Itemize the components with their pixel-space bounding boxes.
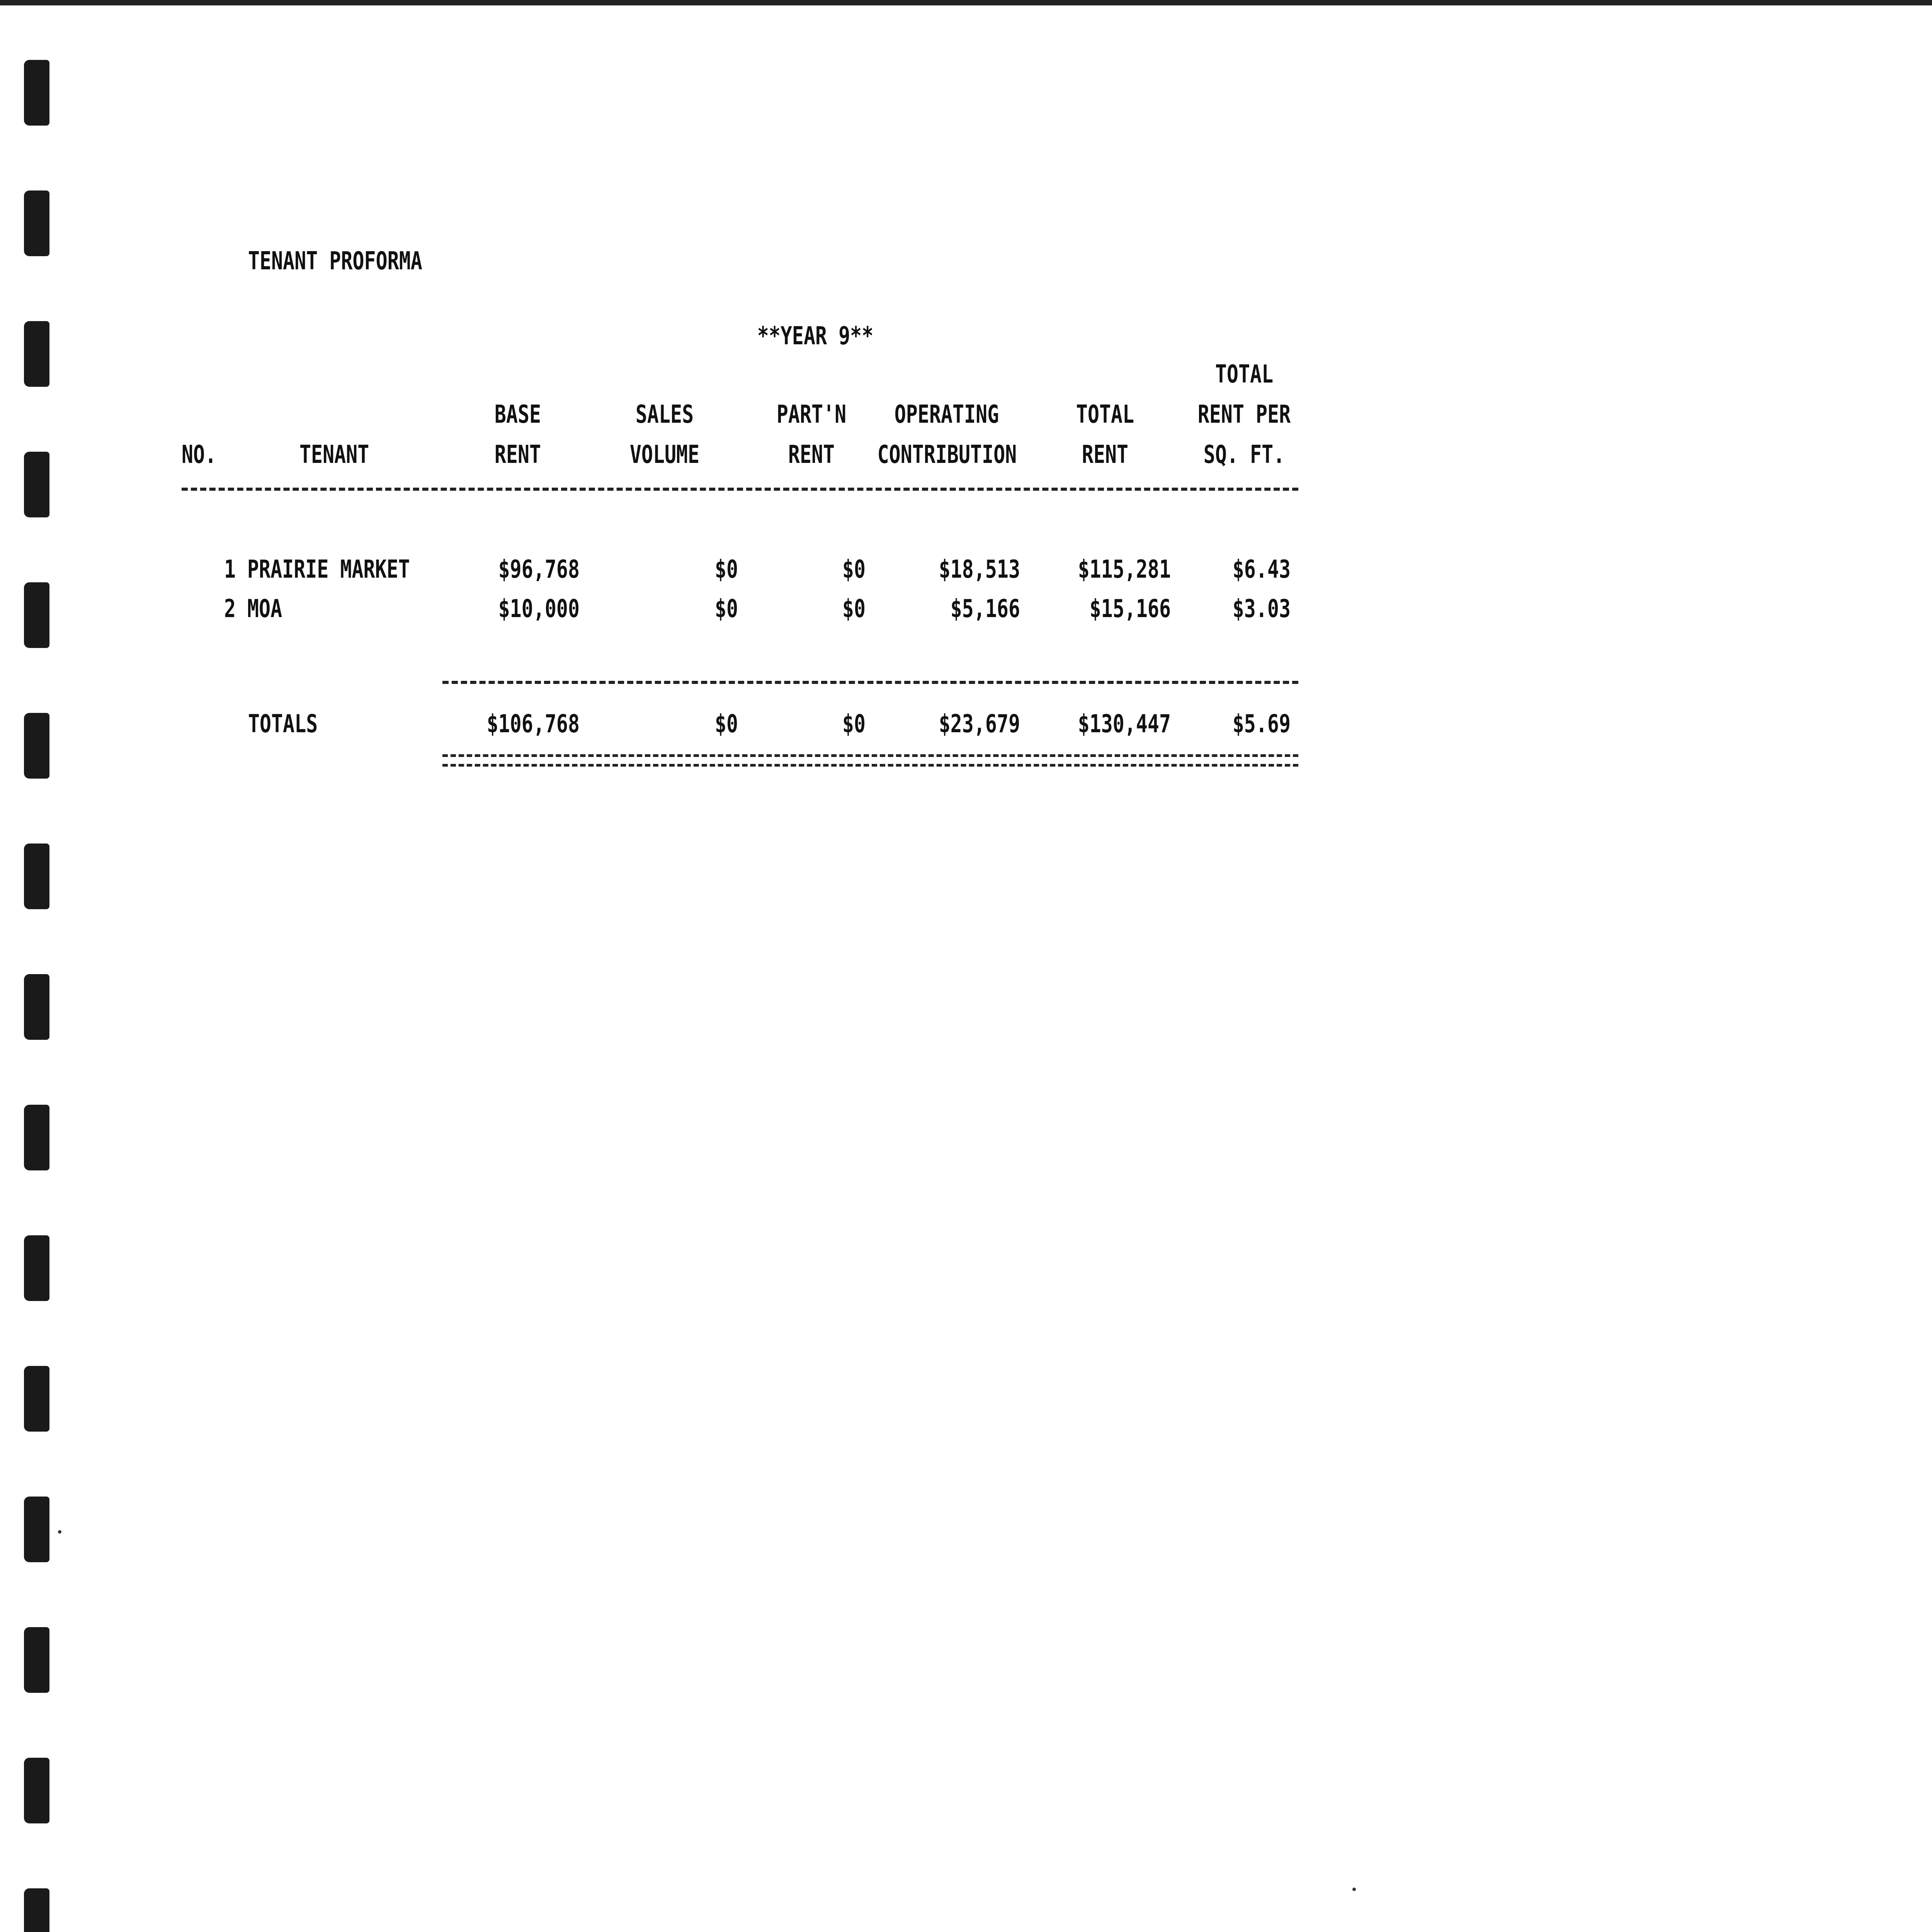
row-1-base-rent: $96,768	[498, 555, 580, 584]
binder-hole	[24, 1627, 49, 1693]
row-2-partn-rent: $0	[842, 595, 866, 623]
year-label: **YEAR 9**	[757, 322, 874, 350]
binder-hole	[24, 60, 49, 126]
row-2-total-rent-per-sqft: $3.03	[1232, 595, 1291, 623]
row-1-total-rent: $115,281	[1078, 555, 1171, 584]
row-1-operating-contribution: $18,513	[939, 555, 1020, 584]
document-title: TENANT PROFORMA	[248, 247, 422, 276]
binder-hole	[24, 582, 49, 648]
totals-sales-volume: $0	[714, 710, 738, 738]
binder-hole	[24, 1758, 49, 1823]
col-header-partn-rent: PART'N RENT	[776, 400, 847, 469]
row-2-no: 2	[224, 595, 236, 623]
row-2-total-rent: $15,166	[1089, 595, 1171, 623]
scan-speck	[1352, 1888, 1356, 1891]
binder-hole	[24, 713, 49, 779]
header-divider	[182, 488, 1298, 491]
binder-hole	[24, 1235, 49, 1301]
row-2-base-rent: $10,000	[498, 595, 580, 623]
row-1-no: 1	[224, 555, 236, 584]
totals-total-rent: $130,447	[1078, 710, 1171, 738]
row-1-tenant: PRAIRIE MARKET	[247, 555, 410, 584]
totals-label: TOTALS	[248, 710, 318, 738]
binder-hole	[24, 321, 49, 387]
col-header-tenant: TENANT	[299, 440, 369, 469]
row-2-tenant: MOA	[247, 595, 282, 623]
scan-top-edge	[0, 0, 1932, 5]
col-header-total-rent: TOTAL RENT	[1076, 400, 1134, 469]
totals-double-rule	[442, 754, 1298, 767]
col-header-no: NO.	[182, 440, 217, 469]
row-1-total-rent-per-sqft: $6.43	[1232, 555, 1291, 584]
row-2-sales-volume: $0	[714, 595, 738, 623]
binder-hole	[24, 452, 49, 517]
binder-hole	[24, 974, 49, 1040]
col-header-total-rent-per-sqft: TOTAL RENT PER SQ. FT.	[1197, 360, 1291, 469]
col-header-sales-volume: SALES VOLUME	[629, 400, 700, 469]
row-1-partn-rent: $0	[842, 555, 866, 584]
totals-base-rent: $106,768	[486, 710, 580, 738]
col-header-base-rent: BASE RENT	[494, 400, 541, 469]
binder-hole	[24, 1888, 49, 1932]
binder-hole	[24, 844, 49, 909]
totals-total-rent-per-sqft: $5.69	[1232, 710, 1291, 738]
totals-divider	[442, 681, 1298, 684]
row-1-sales-volume: $0	[714, 555, 738, 584]
binder-hole	[24, 1105, 49, 1170]
binder-hole	[24, 190, 49, 256]
col-header-operating-contribution: OPERATING CONTRIBUTION	[877, 400, 1017, 469]
totals-partn-rent: $0	[842, 710, 866, 738]
scan-speck	[58, 1530, 61, 1534]
binder-hole	[24, 1366, 49, 1432]
totals-operating-contribution: $23,679	[939, 710, 1020, 738]
row-2-operating-contribution: $5,166	[950, 595, 1020, 623]
binder-hole	[24, 1497, 49, 1562]
